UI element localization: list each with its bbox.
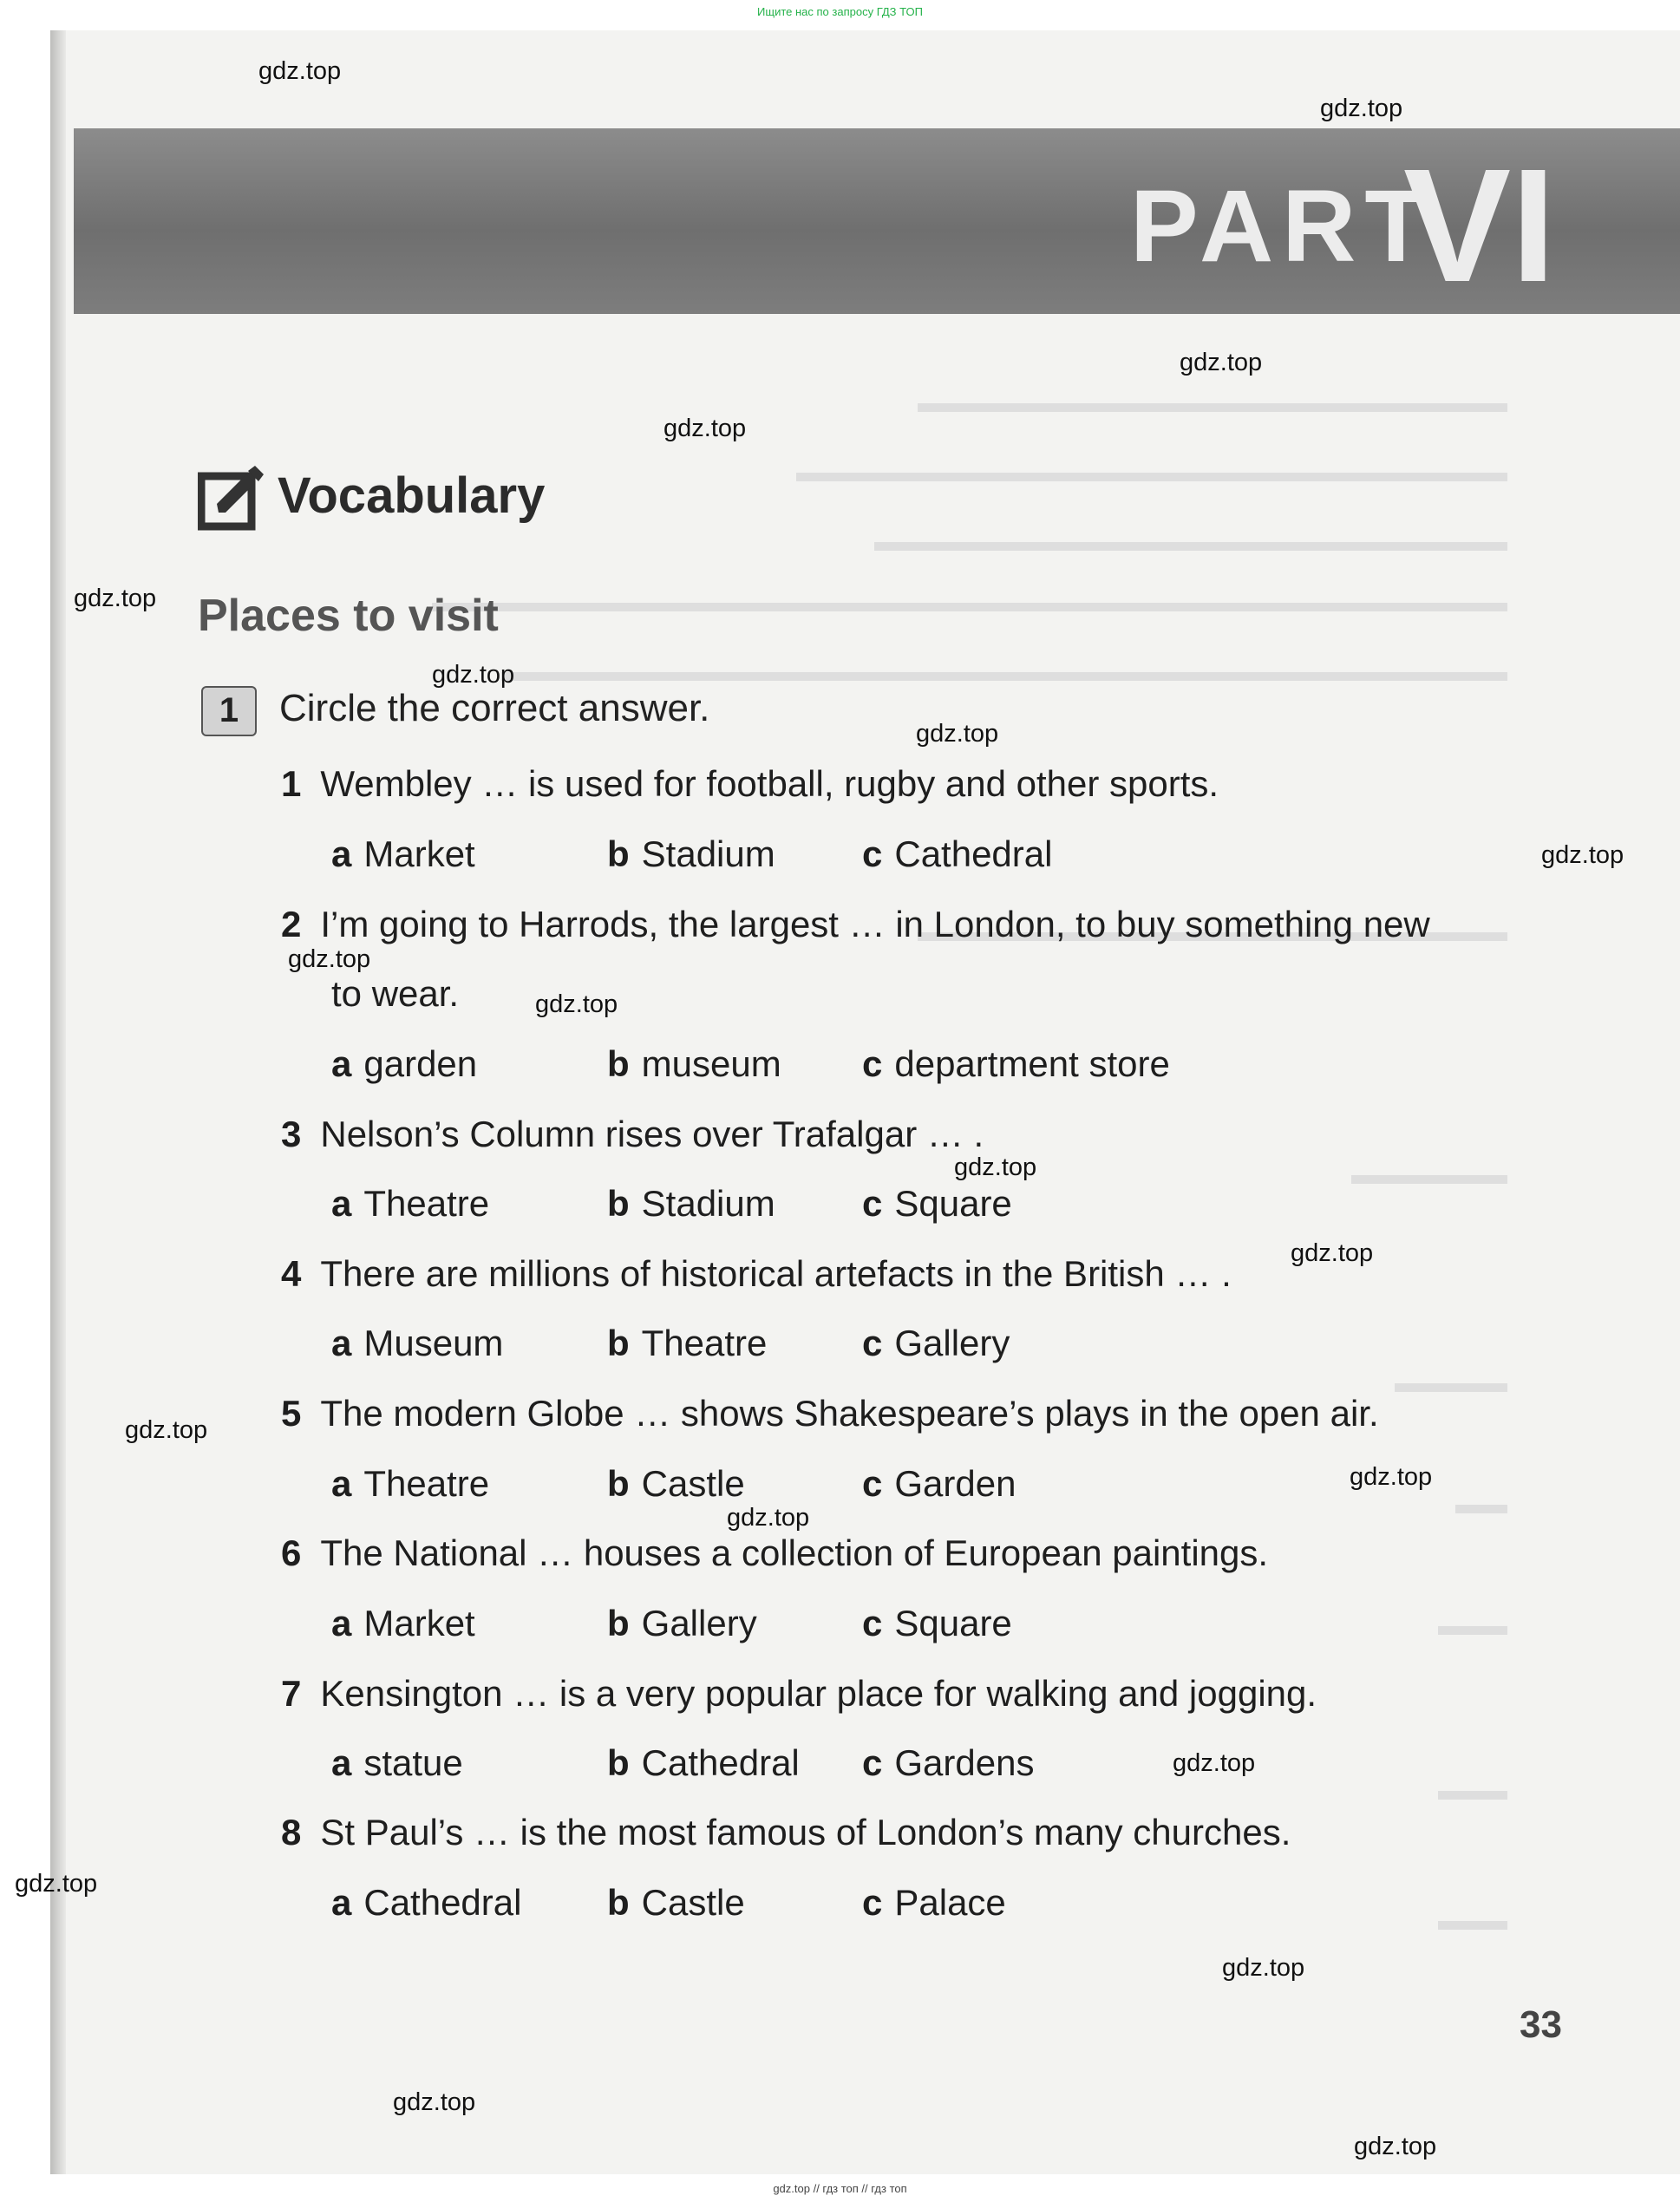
option-letter: a xyxy=(331,1463,352,1504)
option-1a[interactable] xyxy=(331,833,475,875)
watermark: gdz.top xyxy=(1222,1954,1305,1982)
question-number: 4 xyxy=(281,1253,302,1294)
option-text: Market xyxy=(363,1603,475,1643)
question-text: Kensington … is a very popular place for walking and jogging. xyxy=(320,1673,1317,1714)
option-text: museum xyxy=(641,1043,781,1084)
option-letter: b xyxy=(607,1603,630,1643)
option-letter: b xyxy=(607,1742,630,1783)
option-6b[interactable] xyxy=(607,1603,757,1644)
option-text: Gallery xyxy=(641,1603,757,1643)
question-text: The modern Globe … shows Shakespeare’s plays in the open air. xyxy=(320,1393,1379,1434)
question-7 xyxy=(281,1673,1317,1715)
option-6c[interactable] xyxy=(862,1603,1012,1644)
question-number: 3 xyxy=(281,1114,302,1154)
watermark: gdz.top xyxy=(1291,1239,1374,1267)
watermark: gdz.top xyxy=(288,945,371,973)
section-title: Vocabulary xyxy=(278,467,546,524)
option-text: Stadium xyxy=(641,833,775,874)
option-letter: b xyxy=(607,1882,630,1923)
watermark: gdz.top xyxy=(1180,349,1263,376)
pencil-edit-icon xyxy=(198,466,264,532)
watermark: gdz.top xyxy=(258,57,342,85)
option-letter: c xyxy=(862,1882,883,1923)
option-text: Gallery xyxy=(894,1323,1010,1363)
option-1c[interactable] xyxy=(862,833,1052,875)
question-text: Wembley … is used for football, rugby and other sports. xyxy=(320,763,1219,804)
option-letter: c xyxy=(862,1183,883,1224)
option-8c[interactable] xyxy=(862,1882,1006,1924)
option-8b[interactable] xyxy=(607,1882,745,1924)
option-letter: c xyxy=(862,833,883,874)
option-4c[interactable] xyxy=(862,1323,1010,1364)
watermark: gdz.top xyxy=(916,720,999,748)
option-text: garden xyxy=(363,1043,478,1084)
option-text: Theatre xyxy=(641,1323,768,1363)
option-text: Cathedral xyxy=(363,1882,522,1923)
question-2-continuation: to wear. xyxy=(331,973,460,1014)
task-number-badge: 1 xyxy=(201,686,257,736)
option-3a[interactable] xyxy=(331,1183,489,1225)
question-number: 6 xyxy=(281,1532,302,1573)
watermark: gdz.top xyxy=(535,990,618,1018)
option-text: Palace xyxy=(894,1882,1006,1923)
option-letter: b xyxy=(607,1463,630,1504)
option-letter: c xyxy=(862,1603,883,1643)
question-text: There are millions of historical artefacts in the British … . xyxy=(320,1253,1232,1294)
question-text: Nelson’s Column rises over Trafalgar … . xyxy=(320,1114,984,1154)
option-letter: a xyxy=(331,1742,352,1783)
option-letter: b xyxy=(607,1183,630,1224)
subsection-title: Places to visit xyxy=(198,591,499,641)
option-5c[interactable] xyxy=(862,1463,1016,1505)
option-text: Cathedral xyxy=(641,1742,800,1783)
bottom-note: gdz.top // гдз топ // гдз топ xyxy=(773,2182,907,2195)
question-3 xyxy=(281,1114,984,1155)
question-number: 7 xyxy=(281,1673,302,1714)
question-2 xyxy=(281,904,1430,945)
option-3c[interactable] xyxy=(862,1183,1012,1225)
option-letter: a xyxy=(331,1043,352,1084)
option-1b[interactable] xyxy=(607,833,775,875)
watermark: gdz.top xyxy=(727,1504,810,1532)
watermark: gdz.top xyxy=(15,1870,98,1898)
option-2b[interactable] xyxy=(607,1043,781,1085)
page-number: 33 xyxy=(1520,2003,1562,2046)
option-text: Castle xyxy=(641,1882,745,1923)
question-number: 5 xyxy=(281,1393,302,1434)
part-label: PART xyxy=(1130,169,1436,284)
option-7c[interactable] xyxy=(862,1742,1034,1784)
question-text: The National … houses a collection of European paintings. xyxy=(320,1532,1269,1573)
watermark: gdz.top xyxy=(125,1416,208,1444)
option-letter: a xyxy=(331,833,352,874)
option-letter: c xyxy=(862,1323,883,1363)
watermark: gdz.top xyxy=(432,661,515,689)
watermark: gdz.top xyxy=(664,415,747,442)
watermark: gdz.top xyxy=(1350,1463,1433,1491)
question-4 xyxy=(281,1253,1232,1295)
option-7b[interactable] xyxy=(607,1742,800,1784)
option-letter: a xyxy=(331,1323,352,1363)
question-number: 1 xyxy=(281,763,302,804)
option-4a[interactable] xyxy=(331,1323,503,1364)
option-text: Square xyxy=(894,1183,1012,1224)
option-letter: c xyxy=(862,1742,883,1783)
watermark: gdz.top xyxy=(1541,841,1624,869)
option-6a[interactable] xyxy=(331,1603,475,1644)
option-2c[interactable] xyxy=(862,1043,1170,1085)
option-letter: a xyxy=(331,1603,352,1643)
task-instruction: Circle the correct answer. xyxy=(279,687,710,729)
option-letter: c xyxy=(862,1463,883,1504)
option-text: Museum xyxy=(363,1323,504,1363)
option-letter: a xyxy=(331,1882,352,1923)
question-text: I’m going to Harrods, the largest … in London, to buy something new xyxy=(320,904,1430,944)
option-text: Square xyxy=(894,1603,1012,1643)
watermark: gdz.top xyxy=(1320,95,1403,122)
option-letter: a xyxy=(331,1183,352,1224)
option-letter: b xyxy=(607,833,630,874)
option-5a[interactable] xyxy=(331,1463,489,1505)
question-1 xyxy=(281,763,1219,805)
watermark: gdz.top xyxy=(954,1153,1037,1181)
option-3b[interactable] xyxy=(607,1183,775,1225)
question-5 xyxy=(281,1393,1379,1434)
option-letter: b xyxy=(607,1323,630,1363)
option-text: Castle xyxy=(641,1463,745,1504)
option-letter: c xyxy=(862,1043,883,1084)
question-number: 2 xyxy=(281,904,302,944)
top-note: Ищите нас по запросу ГДЗ ТОП xyxy=(757,5,923,18)
question-8 xyxy=(281,1812,1291,1853)
option-text: Garden xyxy=(894,1463,1016,1504)
watermark: gdz.top xyxy=(74,585,157,612)
option-letter: b xyxy=(607,1043,630,1084)
part-number: VI xyxy=(1403,136,1556,316)
watermark: gdz.top xyxy=(1354,2133,1437,2160)
option-text: Theatre xyxy=(363,1183,490,1224)
watermark: gdz.top xyxy=(393,2088,476,2116)
question-number: 8 xyxy=(281,1812,302,1852)
option-4b[interactable] xyxy=(607,1323,767,1364)
option-text: statue xyxy=(363,1742,463,1783)
option-7a[interactable] xyxy=(331,1742,463,1784)
option-2a[interactable] xyxy=(331,1043,477,1085)
option-5b[interactable] xyxy=(607,1463,745,1505)
question-6 xyxy=(281,1532,1268,1574)
option-text: department store xyxy=(894,1043,1170,1084)
option-text: Market xyxy=(363,833,475,874)
option-8a[interactable] xyxy=(331,1882,521,1924)
question-text: St Paul’s … is the most famous of London’s many churches. xyxy=(320,1812,1291,1852)
option-text: Gardens xyxy=(894,1742,1035,1783)
watermark: gdz.top xyxy=(1173,1749,1256,1777)
option-text: Theatre xyxy=(363,1463,490,1504)
option-text: Stadium xyxy=(641,1183,775,1224)
option-text: Cathedral xyxy=(894,833,1053,874)
